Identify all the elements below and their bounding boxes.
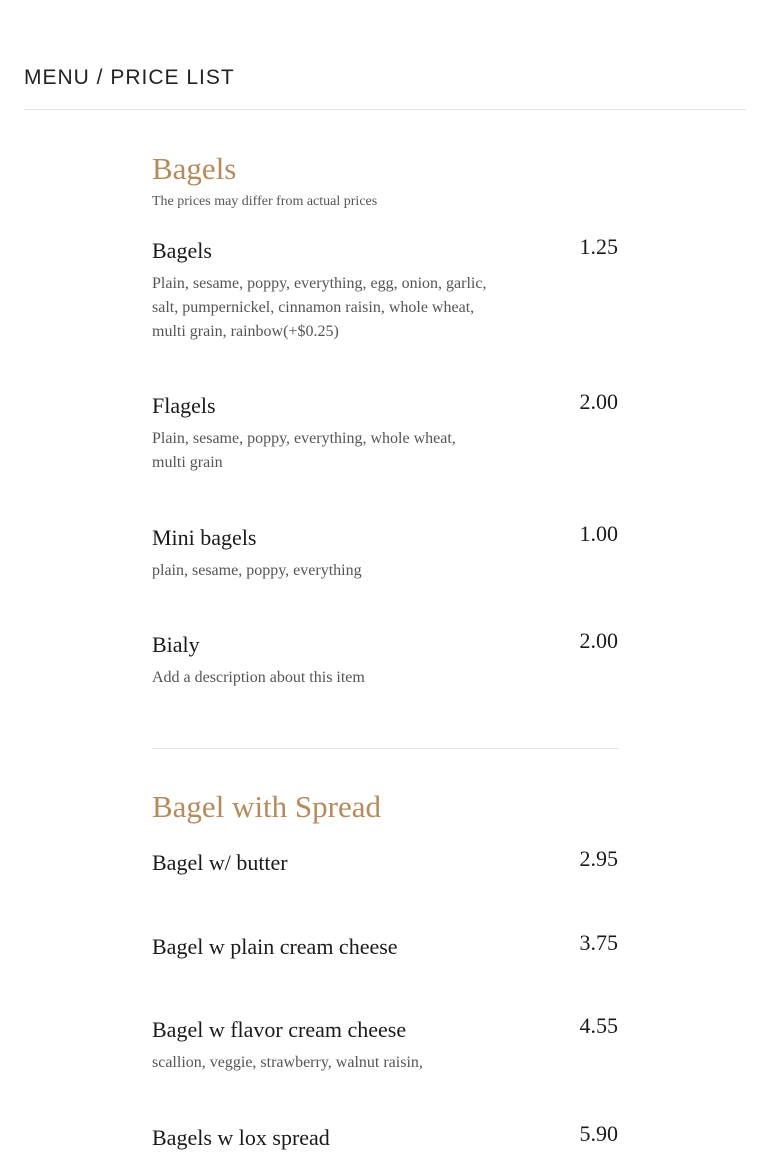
item-name: Mini bagels xyxy=(152,525,257,550)
item-description: Plain, sesame, poppy, everything, egg, onion, garlic, salt, pumpernickel, cinnamon raisin, whole wheat, multi grain, rainbow(+$0.25) xyxy=(152,275,487,340)
item-price: 1.25 xyxy=(579,234,618,259)
page-header xyxy=(24,0,746,110)
item-price: 2.00 xyxy=(579,628,618,653)
page-title: MENU / PRICE LIST xyxy=(24,66,235,89)
item-name: Bialy xyxy=(152,632,200,657)
item-description: Plain, sesame, poppy, everything, whole wheat, multi grain xyxy=(152,430,456,471)
item-name: Bagel w plain cream cheese xyxy=(152,934,398,959)
item-name: Bagel w/ butter xyxy=(152,850,288,875)
item-name: Flagels xyxy=(152,393,216,418)
item-description: plain, sesame, poppy, everything xyxy=(152,562,362,579)
item-price: 1.00 xyxy=(579,521,618,546)
section-title-bagel-with-spread: Bagel with Spread xyxy=(152,789,382,824)
item-name: Bagel w flavor cream cheese xyxy=(152,1017,407,1042)
item-name: Bagels w lox spread xyxy=(152,1125,330,1150)
item-description: Add a description about this item xyxy=(152,669,365,686)
section-title-bagels: Bagels xyxy=(152,151,237,186)
section-note: The prices may differ from actual prices xyxy=(152,194,378,209)
item-price: 4.55 xyxy=(579,1013,618,1038)
item-description: scallion, veggie, strawberry, walnut raisin, xyxy=(152,1054,423,1071)
item-price: 2.95 xyxy=(579,846,618,871)
item-price: 5.90 xyxy=(579,1121,618,1146)
item-price: 2.00 xyxy=(579,389,618,414)
section-divider xyxy=(152,748,618,749)
item-name: Bagels xyxy=(152,238,212,263)
item-price: 3.75 xyxy=(579,930,618,955)
